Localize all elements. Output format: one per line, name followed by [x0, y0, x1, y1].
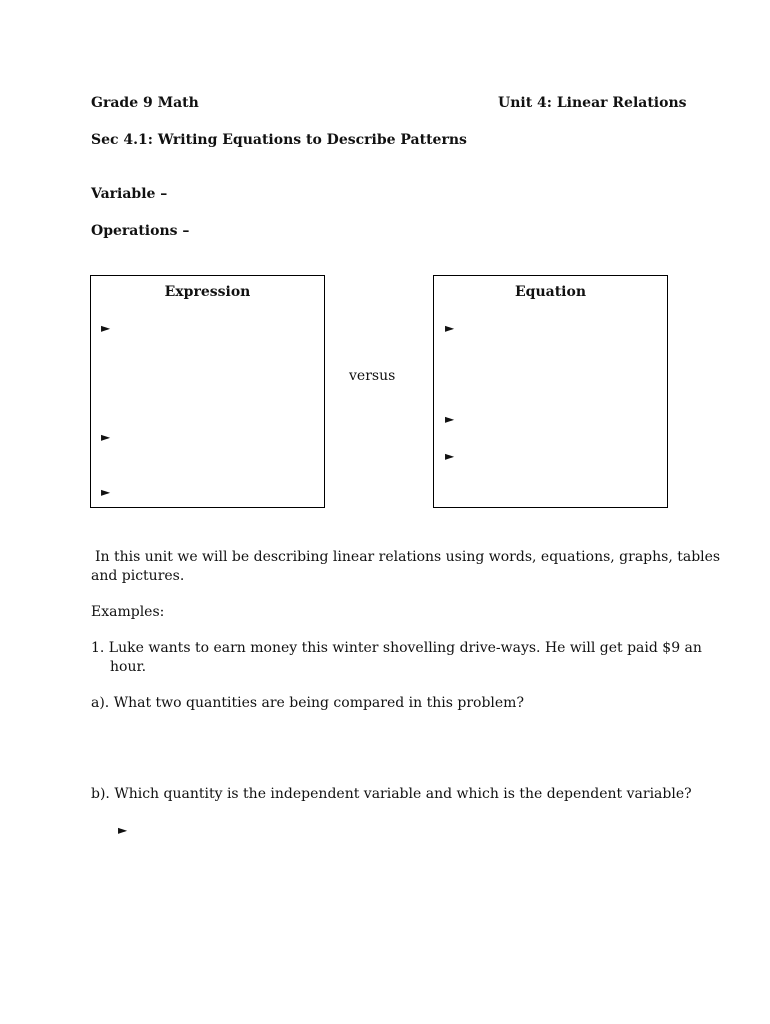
equation-title: Equation — [514, 284, 586, 300]
problem-1-line-2: hour. — [110, 659, 147, 675]
unit-title: Unit 4: Linear Relations — [498, 95, 687, 111]
question-b-bullet: ► — [118, 823, 128, 837]
expression-bullet-2: ► — [101, 430, 111, 444]
section-title: Sec 4.1: Writing Equations to Describe Patterns — [91, 132, 467, 148]
equation-bullet-3: ► — [445, 449, 455, 463]
question-a: a). What two quantities are being compared in this problem? — [91, 695, 524, 711]
equation-bullet-1: ► — [445, 321, 455, 335]
examples-label: Examples: — [91, 604, 165, 620]
expression-title: Expression — [164, 284, 251, 300]
equation-bullet-2: ► — [445, 412, 455, 426]
variable-label: Variable – — [91, 186, 168, 202]
expression-bullet-1: ► — [101, 321, 111, 335]
problem-1-line-1: 1. Luke wants to earn money this winter shovelling drive-ways. He will get paid $9 an — [91, 640, 702, 656]
course-title: Grade 9 Math — [91, 95, 199, 111]
expression-box — [90, 275, 325, 508]
intro-line-1: In this unit we will be describing linear relations using words, equations, graphs, tables — [95, 549, 721, 565]
equation-box — [433, 275, 668, 508]
expression-bullet-3: ► — [101, 485, 111, 499]
operations-label: Operations – — [91, 223, 190, 239]
question-b: b). Which quantity is the independent variable and which is the dependent variable? — [91, 786, 692, 802]
intro-line-2: and pictures. — [91, 568, 185, 584]
versus-label: versus — [349, 368, 396, 384]
